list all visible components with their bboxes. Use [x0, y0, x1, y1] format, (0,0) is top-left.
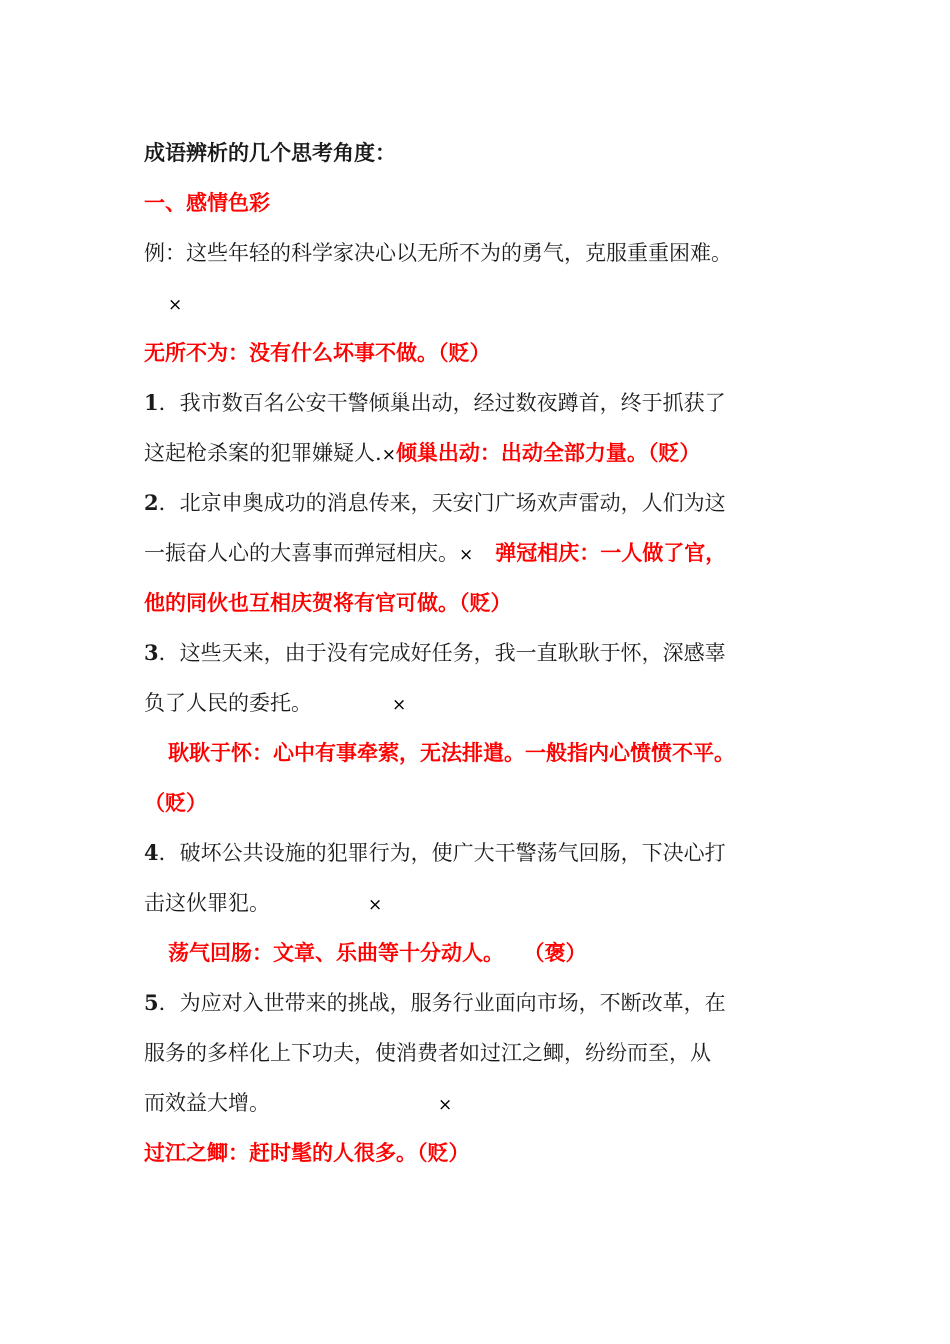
item-3-explanation: 耿耿于怀：心中有事牵萦，无法排遣。一般指内心愤愤不平。	[168, 740, 735, 765]
example-mark-line	[144, 278, 808, 328]
item-4-line-2	[144, 878, 808, 928]
item-2-line-3: 他的同伙也互相庆贺将有官可做。（贬）	[144, 590, 512, 615]
item-number: 5	[144, 990, 159, 1015]
item-text: ．这些天来，由于没有完成好任务，我一直耿耿于怀，深感辜	[158, 641, 726, 665]
example-explanation: 无所不为：没有什么坏事不做。（贬）	[144, 340, 491, 365]
wrong-mark: ×	[381, 445, 396, 465]
item-explanation: 弹冠相庆：一人做了官，	[495, 540, 727, 565]
wrong-mark: ×	[392, 695, 407, 715]
item-number: 2	[144, 490, 159, 515]
item-explanation: 倾巢出动：出动全部力量。（贬）	[395, 440, 701, 465]
item-text: 而效益大增。	[144, 1091, 270, 1115]
item-5-line-2: 服务的多样化上下功夫，使消费者如过江之鲫，纷纷而至，从	[144, 1041, 711, 1065]
item-3-line-2	[144, 678, 808, 728]
wrong-mark: ×	[459, 545, 474, 565]
item-text: 负了人民的委托。	[144, 691, 312, 715]
wrong-mark: ×	[438, 1095, 453, 1115]
item-2-line-2	[144, 528, 808, 578]
item-text: ．破坏公共设施的犯罪行为，使广大干警荡气回肠，下决心打	[158, 841, 726, 865]
item-text: 一振奋人心的大喜事而弹冠相庆。	[144, 541, 459, 565]
document-content	[144, 128, 808, 1178]
item-1-line-1	[144, 378, 808, 428]
item-number: 3	[144, 640, 159, 665]
item-4-explanation	[144, 928, 808, 978]
item-text: ．我市数百名公安干警倾巢出动，经过数夜蹲首，终于抓获了	[158, 391, 726, 415]
item-3-explanation-tail: （贬）	[144, 790, 207, 815]
item-text: ．北京申奥成功的消息传来，天安门广场欢声雷动，人们为这	[158, 491, 726, 515]
item-sentiment: （褒）	[534, 940, 587, 965]
document-title: 成语辨析的几个思考角度：	[144, 140, 396, 165]
item-5-line-1	[144, 978, 808, 1028]
wrong-mark: ×	[368, 895, 383, 915]
section-heading: 一、感情色彩	[144, 190, 270, 215]
item-explanation: 荡气回肠：文章、乐曲等十分动人。	[168, 940, 504, 965]
item-text: 击这伙罪犯。	[144, 891, 270, 915]
example-sentence: 例：这些年轻的科学家决心以无所不为的勇气，克服重重困难。	[144, 241, 732, 265]
item-text: 这起枪杀案的犯罪嫌疑人.	[144, 441, 382, 465]
item-1-line-2	[144, 428, 808, 478]
item-number: 4	[144, 840, 159, 865]
item-4-line-1	[144, 828, 808, 878]
item-3-line-1	[144, 628, 808, 678]
item-5-explanation: 过江之鲫：赶时髦的人很多。（贬）	[144, 1140, 470, 1165]
item-2-line-1	[144, 478, 808, 528]
item-5-line-3	[144, 1078, 808, 1128]
item-number: 1	[144, 390, 159, 415]
item-text: ．为应对入世带来的挑战，服务行业面向市场，不断改革，在	[158, 991, 726, 1015]
wrong-mark: ×	[168, 295, 183, 315]
